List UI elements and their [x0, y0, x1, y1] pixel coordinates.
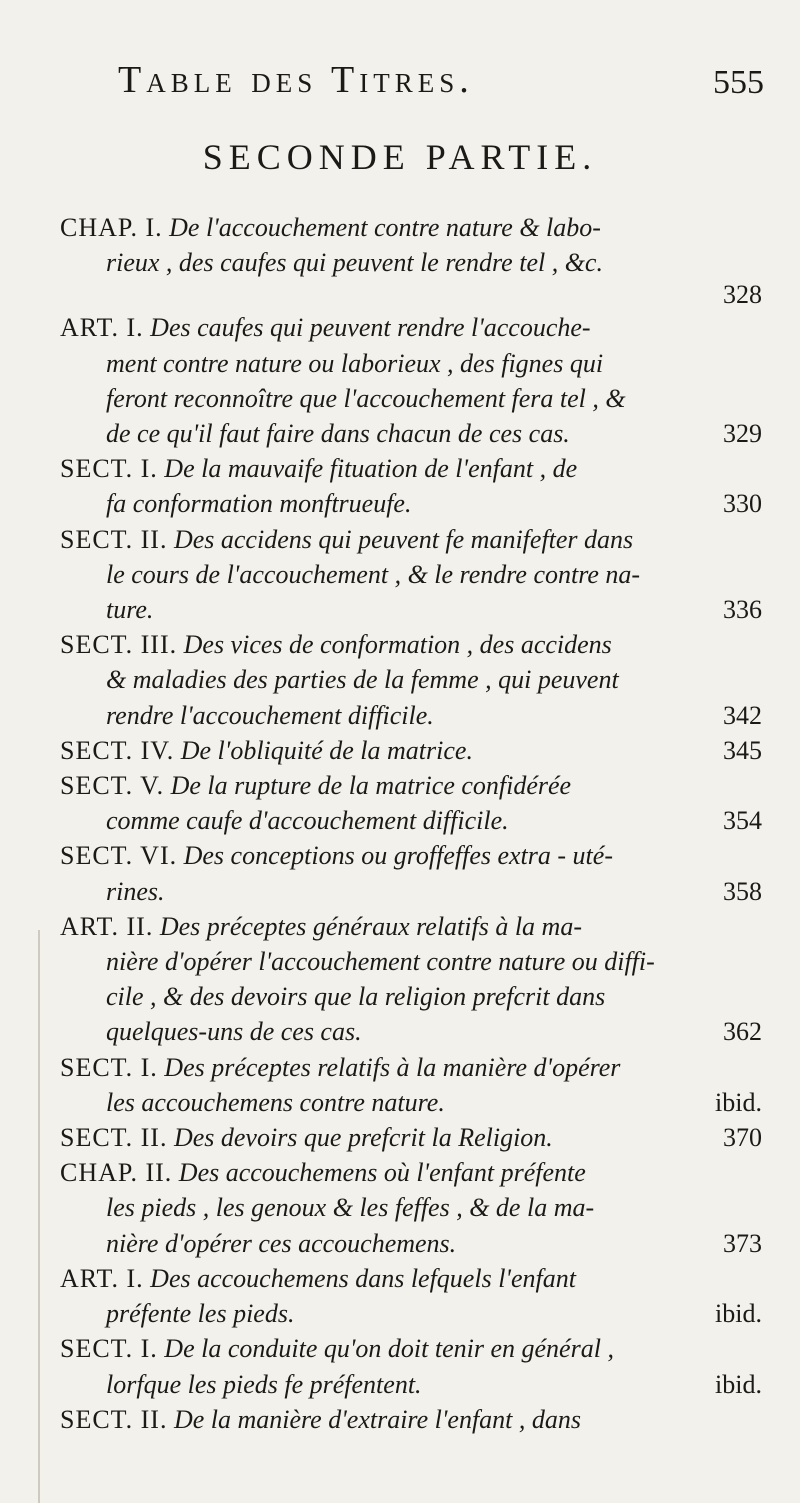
toc-page-number: 358: [723, 876, 762, 906]
toc-entry-text: comme caufe d'accouchement difficile.: [106, 806, 509, 836]
toc-entry-line: [60, 381, 762, 416]
toc-entry-text: rines.: [106, 876, 165, 906]
toc-entry-heading: SECT. V.: [60, 771, 165, 801]
running-title: Table des Titres.: [118, 59, 474, 101]
toc-entry-text: nière d'opérer ces accouchemens.: [106, 1228, 457, 1258]
toc-entry-text: & maladies des parties de la femme , qui peuvent: [106, 665, 619, 695]
toc-entry: [60, 210, 762, 310]
toc-entry-line: [60, 245, 762, 280]
toc-entry-text: quelques-uns de ces cas.: [106, 1017, 362, 1047]
toc-page-number: 330: [723, 489, 762, 519]
toc-entry-heading: CHAP. II.: [60, 1158, 173, 1188]
toc-entry: [60, 1331, 762, 1401]
toc-entry: [60, 768, 762, 838]
table-of-contents: [60, 210, 762, 1437]
toc-entry-text: de ce qu'il faut faire dans chacun de ces cas.: [106, 419, 570, 449]
toc-entry-text: feront reconnoître que l'accouchement fera tel , &: [106, 383, 626, 413]
toc-entry-heading: SECT. I.: [60, 1052, 158, 1082]
toc-entry-text: De la manière d'extraire l'enfant , dans: [173, 1404, 582, 1434]
toc-entry-line: [60, 1296, 762, 1331]
margin-shadow-line: [38, 930, 40, 1503]
toc-entry-line: [60, 803, 762, 838]
toc-entry-line: [60, 1261, 762, 1296]
toc-entry-text: ture.: [106, 595, 154, 625]
toc-entry: [60, 310, 762, 451]
toc-entry-text: De la rupture de la matrice confidérée: [170, 771, 572, 801]
toc-entry-line: [60, 662, 762, 697]
toc-page-number: ibid.: [715, 1087, 762, 1117]
toc-entry-line: [60, 874, 762, 909]
toc-page-number: 370: [723, 1123, 762, 1153]
toc-entry-line: [60, 557, 762, 592]
toc-entry-heading: SECT. II.: [60, 524, 168, 554]
toc-page-number: 336: [723, 595, 762, 625]
toc-entry-heading: SECT. I.: [60, 1334, 158, 1364]
toc-entry-line: [60, 1085, 762, 1120]
toc-entry-line: [60, 698, 762, 733]
toc-entry-line: [60, 838, 762, 873]
toc-entry-text: fa conformation monftrueufe.: [106, 489, 412, 519]
toc-entry-line: [60, 310, 762, 345]
toc-entry-heading: SECT. VI.: [60, 841, 178, 871]
toc-page-number: 354: [723, 806, 762, 836]
toc-entry-text: les pieds , les genoux & les feffes , & de la ma-: [106, 1193, 595, 1223]
toc-entry: [60, 1120, 762, 1155]
toc-entry-text: rendre l'accouchement difficile.: [106, 700, 434, 730]
section-title: SECONDE PARTIE.: [202, 137, 598, 177]
toc-entry-text: Des préceptes généraux relatifs à la ma-: [159, 911, 582, 941]
toc-entry-heading: SECT. IV.: [60, 735, 175, 765]
toc-entry-heading: SECT. II.: [60, 1404, 168, 1434]
toc-entry-text: De la conduite qu'on doit tenir en général ,: [164, 1334, 614, 1364]
toc-entry-line: [60, 592, 762, 627]
toc-entry-line: [60, 1120, 762, 1155]
toc-entry-text: le cours de l'accouchement , & le rendre contre na-: [106, 559, 641, 589]
toc-page-number: 373: [723, 1228, 762, 1258]
toc-entry-text: Des vices de conformation , des accidens: [183, 630, 612, 660]
toc-entry-line: [60, 1367, 762, 1402]
toc-entry-text: les accouchemens contre nature.: [106, 1087, 445, 1117]
toc-entry-text: Des préceptes relatifs à la manière d'opérer: [164, 1052, 621, 1082]
toc-page-number: ibid.: [715, 1369, 762, 1399]
toc-entry-text: Des devoirs que prefcrit la Religion.: [173, 1123, 553, 1153]
toc-entry: [60, 838, 762, 908]
toc-entry-line: [60, 627, 762, 662]
toc-entry-line: [60, 1190, 762, 1225]
toc-entry-line: [60, 1226, 762, 1261]
toc-entry-line: [60, 1014, 762, 1049]
toc-entry-text: De la mauvaife fituation de l'enfant , de: [164, 454, 578, 484]
toc-entry-line: [60, 909, 762, 944]
toc-entry-line: [60, 346, 762, 381]
toc-entry-text: De l'obliquité de la matrice.: [180, 735, 473, 765]
toc-entry-line: [60, 1050, 762, 1085]
toc-entry-text: Des accidens qui peuvent fe manifefter dans: [173, 524, 634, 554]
toc-page-number: 329: [723, 419, 762, 449]
toc-page-number: 345: [723, 735, 762, 765]
toc-page-number: 362: [723, 1017, 762, 1047]
toc-entry-heading: ART. II.: [60, 911, 154, 941]
toc-entry-heading: CHAP. I.: [60, 213, 163, 242]
toc-entry-heading: SECT. III.: [60, 630, 178, 660]
toc-entry-heading: SECT. I.: [60, 454, 158, 484]
toc-page-number: 342: [723, 700, 762, 730]
toc-entry-text: Des conceptions ou groffeffes extra - uté-: [183, 841, 613, 871]
toc-entry: [60, 522, 762, 628]
toc-entry-line: [60, 1155, 762, 1190]
toc-entry-line: [60, 944, 762, 979]
toc-entry-line: [60, 486, 762, 521]
toc-entry: [60, 1402, 762, 1437]
toc-entry-heading: SECT. II.: [60, 1123, 168, 1153]
toc-entry: [60, 1050, 762, 1120]
toc-entry-text: Des accouchemens où l'enfant préfente: [178, 1158, 586, 1188]
toc-entry-heading: ART. I.: [60, 1263, 144, 1293]
toc-page-number: ibid.: [715, 1299, 762, 1329]
toc-entry-line: [60, 979, 762, 1014]
toc-entry: [60, 627, 762, 733]
page-number: 555: [713, 64, 764, 101]
toc-entry-text: préfente les pieds.: [106, 1299, 295, 1329]
toc-entry-line: [60, 416, 762, 451]
toc-entry-text: Des caufes qui peuvent rendre l'accouche-: [150, 313, 591, 343]
toc-entry-line: [60, 1402, 762, 1437]
toc-entry: [60, 733, 762, 768]
toc-entry: [60, 909, 762, 1050]
toc-entry-text: cile , & des devoirs que la religion prefcrit dans: [106, 982, 606, 1012]
toc-entry-line: [60, 1331, 762, 1366]
toc-page-number: 328: [723, 280, 762, 310]
toc-entry-heading: ART. I.: [60, 313, 144, 343]
toc-entry-line: [60, 733, 762, 768]
toc-entry-text: De l'accouchement contre nature & labo-: [169, 213, 601, 242]
toc-entry: [60, 451, 762, 521]
toc-entry-text: rieux , des caufes qui peuvent le rendre tel , &c.: [106, 248, 603, 278]
toc-entry-line: [60, 768, 762, 803]
toc-entry-text: lorfque les pieds fe préfentent.: [106, 1369, 422, 1399]
toc-entry-line: [60, 451, 762, 486]
toc-entry: [60, 1261, 762, 1331]
toc-entry-text: nière d'opérer l'accouchement contre nature ou diffi-: [106, 947, 655, 977]
toc-entry-line: [60, 522, 762, 557]
toc-entry-line: [60, 210, 762, 245]
toc-entry-text: ment contre nature ou laborieux , des fignes qui: [106, 348, 604, 378]
toc-entry: [60, 1155, 762, 1261]
toc-entry-text: Des accouchemens dans lefquels l'enfant: [150, 1263, 576, 1293]
